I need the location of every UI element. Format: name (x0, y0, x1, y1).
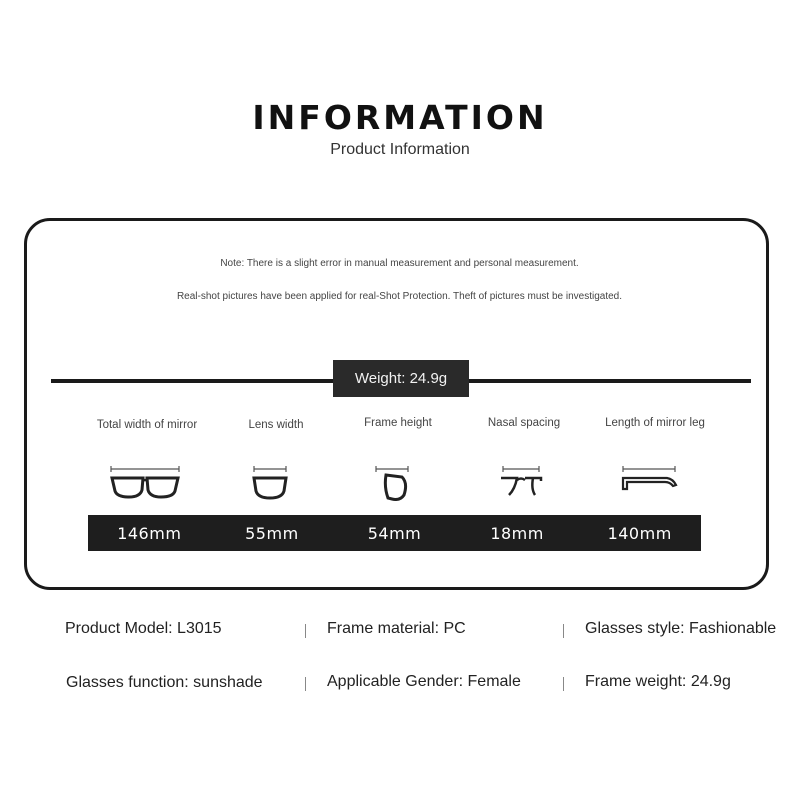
spec-separator (563, 624, 564, 638)
nose-bridge-icon (495, 461, 575, 501)
spec-glasses-style: Glasses style: Fashionable (585, 620, 777, 637)
measurement-card (24, 218, 769, 590)
glasses-front-icon (107, 461, 187, 501)
temple-arm-icon (617, 461, 697, 501)
value-total-width: 146mm (117, 523, 182, 543)
measure-label-nasal-spacing: Nasal spacing (487, 417, 561, 429)
spec-frame-weight: Frame weight: 24.9g (585, 673, 731, 690)
measurement-values-bar (88, 515, 701, 551)
spec-product-model: Product Model: L3015 (65, 620, 222, 637)
measure-label-leg-length: Length of mirror leg (605, 417, 705, 429)
measure-label-total-width: Total width of mirror (96, 419, 198, 431)
value-lens-width: 55mm (245, 523, 299, 543)
measure-label-frame-height: Frame height (364, 417, 432, 429)
measurement-note: Note: There is a slight error in manual measurement and personal measurement. (220, 258, 579, 269)
spec-separator (305, 624, 306, 638)
frame-height-icon (364, 461, 444, 501)
value-nasal-spacing: 18mm (490, 523, 544, 543)
spec-separator (563, 677, 564, 691)
weight-badge: Weight: 24.9g (333, 360, 469, 397)
value-frame-height: 54mm (367, 523, 422, 543)
value-leg-length: 140mm (607, 523, 672, 543)
spec-separator (305, 677, 306, 691)
page-subtitle: Product Information (330, 141, 470, 158)
spec-glasses-function: Glasses function: sunshade (66, 674, 263, 691)
single-lens-icon (242, 461, 322, 501)
spec-frame-material: Frame material: PC (327, 620, 466, 637)
page-title: INFORMATION (252, 98, 548, 137)
measure-label-lens-width: Lens width (248, 419, 304, 431)
spec-applicable-gender: Applicable Gender: Female (327, 673, 521, 690)
protection-note: Real-shot pictures have been applied for real-Shot Protection. Theft of pictures must be investigated. (176, 291, 623, 302)
